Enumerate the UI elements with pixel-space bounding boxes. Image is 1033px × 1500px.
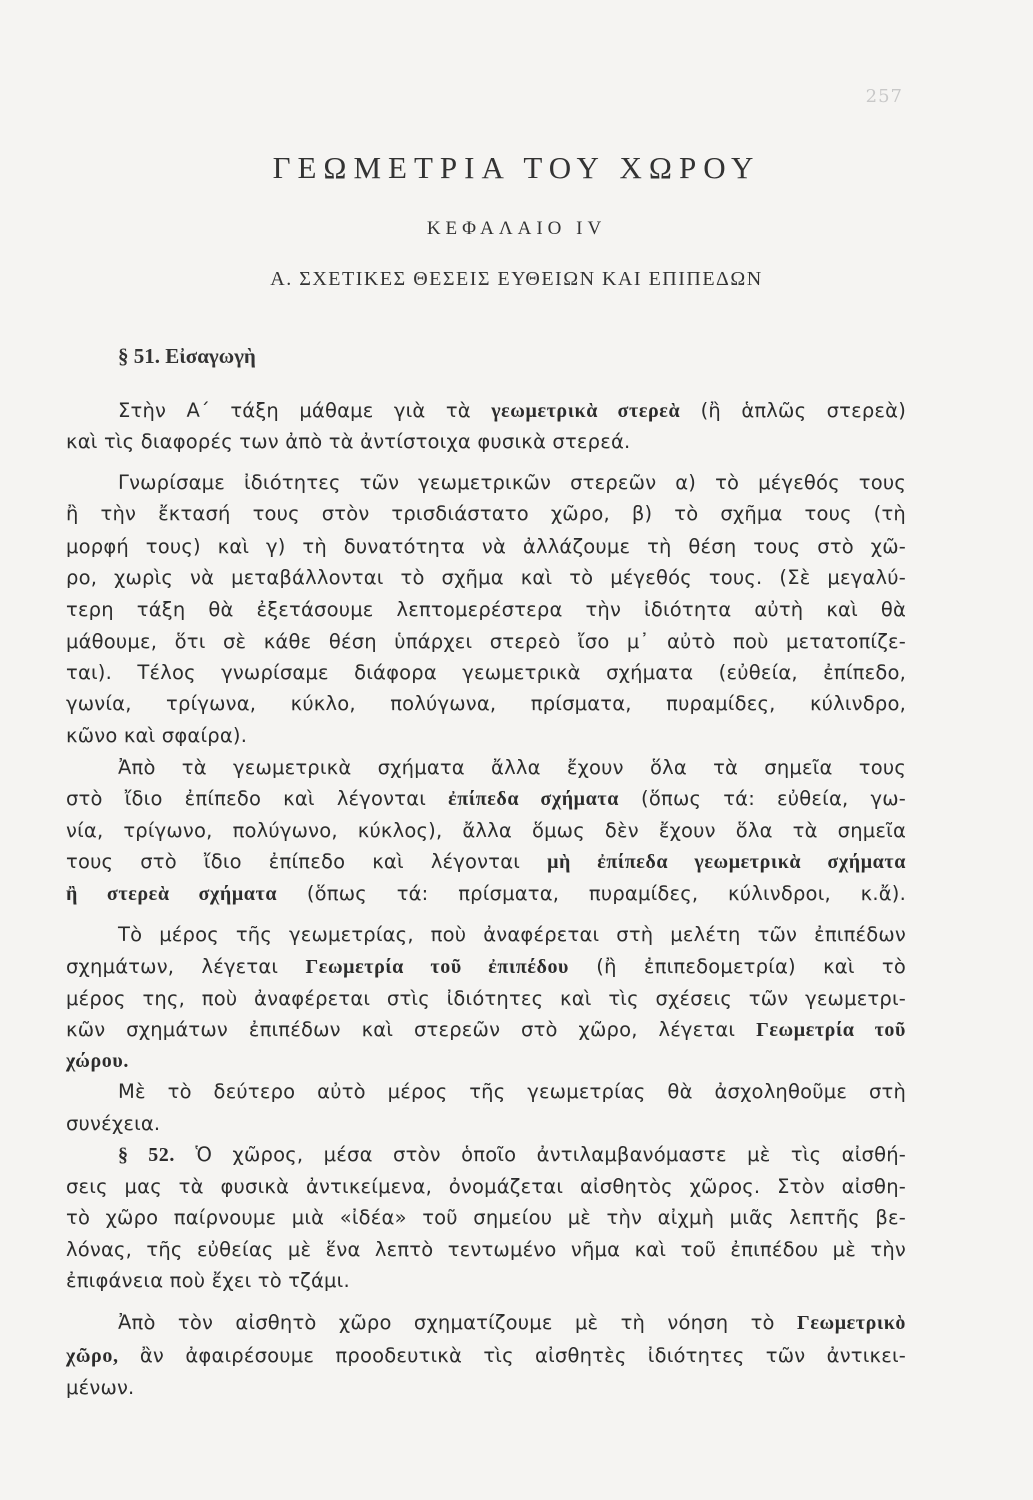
text-run: Ὁ χῶρος, μέσα στὸν ὁποῖο ἀντιλαμβανόμαστε μὲ τὶς αἰσθή- bbox=[175, 1143, 906, 1166]
text-line bbox=[66, 689, 906, 719]
text-run: κῶν σχημάτων ἐπιπέδων καὶ στερεῶν στὸ χῶρο, λέγεται bbox=[66, 1018, 757, 1041]
text-run: κῶνο καὶ σφαίρα). bbox=[66, 724, 248, 747]
bold-term: § 52. bbox=[118, 1144, 175, 1166]
text-line bbox=[66, 1341, 906, 1371]
text-line bbox=[66, 499, 906, 529]
text-line bbox=[66, 1266, 906, 1296]
bold-term: Γεωμετρικὸ bbox=[797, 1312, 906, 1334]
text-line bbox=[66, 1203, 906, 1233]
text-run: (ὅπως τά: πρίσματα, πυραμίδες, κύλινδροι, κ.ἄ). bbox=[277, 882, 907, 905]
text-line bbox=[118, 396, 906, 426]
text-line bbox=[66, 1109, 906, 1139]
text-run: συνέχεια. bbox=[66, 1112, 161, 1135]
text-line bbox=[66, 1373, 906, 1403]
text-run: Τὸ μέρος τῆς γεωμετρίας, ποὺ ἀναφέρεται στὴ μελέτη τῶν ἐπιπέδων bbox=[118, 923, 906, 946]
text-run: τερη τάξη θὰ ἐξετάσουμε λεπτομερέστερα τὴν ἰδιότητα αὐτὴ καὶ θὰ bbox=[66, 598, 906, 621]
text-line bbox=[66, 984, 906, 1014]
bold-term: χῶρο, bbox=[66, 1345, 119, 1367]
text-line bbox=[66, 658, 906, 688]
text-line bbox=[66, 1015, 906, 1045]
text-line bbox=[118, 468, 906, 498]
bold-term: Γεωμετρία τοῦ bbox=[756, 1019, 906, 1041]
text-line bbox=[118, 920, 906, 950]
text-run: λόνας, τῆς εὐθείας μὲ ἕνα λεπτὸ τεντωμένο νῆμα καὶ τοῦ ἐπιπέδου μὲ τὴν bbox=[66, 1238, 906, 1261]
text-line bbox=[66, 847, 906, 877]
text-run: (ἢ ἐπιπεδομετρία) καὶ τὸ bbox=[569, 955, 906, 978]
bold-term: ἐπίπεδα σχήματα bbox=[448, 788, 619, 810]
bold-term: γεωμετρικὰ στερεὰ bbox=[491, 400, 681, 422]
text-run: μέρος της, ποὺ ἀναφέρεται στὶς ἰδιότητες καὶ τὶς σχέσεις τῶν γεωμετρι- bbox=[66, 987, 906, 1010]
text-line bbox=[66, 721, 906, 751]
text-run: ἢ τὴν ἔκτασή τους στὸν τρισδιάστατο χῶρο, β) τὸ σχῆμα τους (τὴ bbox=[66, 502, 906, 525]
text-run: Ἀπὸ τὸν αἰσθητὸ χῶρο σχηματίζουμε μὲ τὴ νόηση τὸ bbox=[118, 1311, 797, 1334]
section-title: Α. ΣΧΕΤΙΚΕΣ ΘΕΣΕΙΣ ΕΥΘΕΙΩΝ ΚΑΙ ΕΠΙΠΕΔΩΝ bbox=[270, 268, 763, 290]
bold-term: ἢ στερεὰ σχήματα bbox=[66, 883, 278, 905]
text-run: μάθουμε, ὅτι σὲ κάθε θέση ὑπάρχει στερεὸ ἴσο μ᾽ αὐτὸ ποὺ μετατοπίζε- bbox=[66, 630, 906, 653]
text-run: Στὴν Α΄ τάξη μάθαμε γιὰ τὰ bbox=[118, 399, 492, 422]
text-run: Γνωρίσαμε ἰδιότητες τῶν γεωμετρικῶν στερεῶν α) τὸ μέγεθός τους bbox=[118, 471, 906, 494]
text-line bbox=[66, 627, 906, 657]
bold-term: μὴ ἐπίπεδα γεωμετρικὰ σχήματα bbox=[547, 851, 906, 873]
text-run: μένων. bbox=[66, 1376, 135, 1399]
text-run: σεις μας τὰ φυσικὰ ἀντικείμενα, ὀνομάζεται αἰσθητὸς χῶρος. Στὸν αἰσθη- bbox=[66, 1175, 906, 1198]
text-run: στὸ ἴδιο ἐπίπεδο καὶ λέγονται bbox=[66, 787, 449, 810]
text-line bbox=[66, 952, 906, 982]
text-run: νία, τρίγωνο, πολύγωνο, κύκλος), ἄλλα ὅμως δὲν ἔχουν ὅλα τὰ σημεῖα bbox=[66, 819, 906, 842]
text-line bbox=[66, 427, 906, 457]
text-run: μορφή τους) καὶ γ) τὴ δυνατότητα νὰ ἀλλάζουμε τὴ θέση τους στὸ χῶ- bbox=[66, 535, 906, 558]
bold-term: Γεωμετρία τοῦ ἐπιπέδου bbox=[305, 956, 570, 978]
text-run: τὸ χῶρο παίρνουμε μιὰ «ἰδέα» τοῦ σημείου μὲ τὴν αἰχμὴ μιᾶς λεπτῆς βε- bbox=[66, 1206, 906, 1229]
text-run: γωνία, τρίγωνα, κύκλο, πολύγωνα, πρίσματα, πυραμίδες, κύλινδρο, bbox=[66, 692, 906, 715]
text-run: ἐπιφάνεια ποὺ ἔχει τὸ τζάμι. bbox=[66, 1269, 350, 1292]
text-line bbox=[118, 1308, 906, 1338]
text-line bbox=[66, 532, 906, 562]
text-run: (ἢ ἁπλῶς στερεὰ) bbox=[680, 399, 907, 422]
text-line bbox=[118, 753, 906, 783]
text-line bbox=[66, 784, 906, 814]
text-line bbox=[66, 1235, 906, 1265]
text-line bbox=[66, 1172, 906, 1202]
chapter-heading: ΚΕΦΑΛΑΙΟ IV bbox=[426, 218, 607, 239]
page-number: 257 bbox=[865, 86, 903, 107]
paragraph-heading-51: § 51. Εἰσαγωγὴ bbox=[118, 344, 256, 368]
text-line bbox=[66, 563, 906, 593]
text-run: τους στὸ ἴδιο ἐπίπεδο καὶ λέγονται bbox=[66, 850, 548, 873]
text-line bbox=[66, 1046, 906, 1076]
text-run: καὶ τὶς διαφορές των ἀπὸ τὰ ἀντίστοιχα φυσικὰ στερεά. bbox=[66, 430, 631, 453]
main-title: ΓΕΩΜΕΤΡΙΑ ΤΟΥ ΧΩΡΟΥ bbox=[272, 150, 761, 185]
text-line bbox=[118, 1140, 906, 1170]
text-run: σχημάτων, λέγεται bbox=[66, 955, 306, 978]
text-line bbox=[118, 1077, 906, 1107]
text-run: (ὅπως τά: εὐθεία, γω- bbox=[618, 787, 907, 810]
text-run: ρο, χωρὶς νὰ μεταβάλλονται τὸ σχῆμα καὶ τὸ μέγεθός τους. (Σὲ μεγαλύ- bbox=[66, 566, 906, 589]
text-run: Μὲ τὸ δεύτερο αὐτὸ μέρος τῆς γεωμετρίας θὰ ἀσχοληθοῦμε στὴ bbox=[118, 1080, 906, 1103]
text-run: Ἀπὸ τὰ γεωμετρικὰ σχήματα ἄλλα ἔχουν ὅλα τὰ σημεῖα τους bbox=[118, 756, 906, 779]
text-line bbox=[66, 595, 906, 625]
text-line bbox=[66, 879, 906, 909]
bold-term: χώρου. bbox=[66, 1050, 129, 1072]
text-run: ται). Τέλος γνωρίσαμε διάφορα γεωμετρικὰ σχήματα (εὐθεία, ἐπίπεδο, bbox=[66, 661, 906, 684]
text-run: ἂν ἀφαιρέσουμε προοδευτικὰ τὶς αἰσθητὲς ἰδιότητες τῶν ἀντικει- bbox=[118, 1344, 906, 1367]
text-line bbox=[66, 816, 906, 846]
